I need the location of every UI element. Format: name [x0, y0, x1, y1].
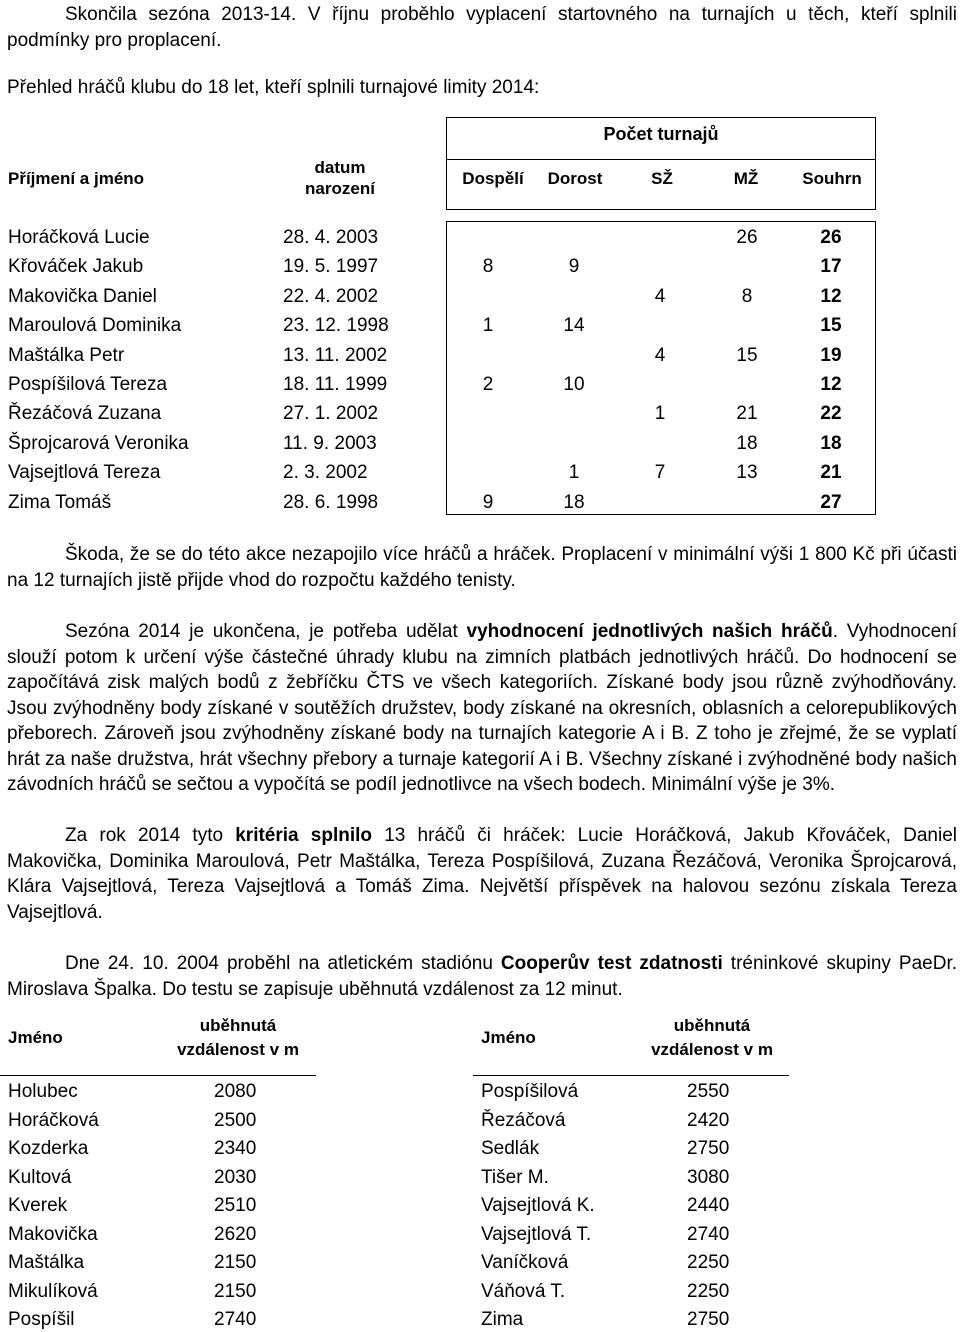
header-dob: datum narození — [305, 158, 375, 198]
paragraph-3: Za rok 2014 tyto kritéria splnilo 13 hráčů či hráček: Lucie Horáčková, Jakub Křováček, Daniel Makovička, Dominika Maroulová, Petr Maštálka, Tereza Pospíšilová, Zuzana Řezáčová, Veronika Šprojcarová, Klára Vajsejtlová, Tereza Vajsejtlová a Tomáš Zima. Největší příspěvek na halovou sezónu získala Tereza Vajsejtlová. — [7, 825, 958, 923]
cell-name: Pospíšilová Tereza — [8, 374, 168, 395]
cell-mz: 18 — [736, 432, 758, 454]
group-header: Počet turnajů — [603, 124, 719, 144]
runner-name: Vajsejtlová T. — [481, 1223, 592, 1245]
bold-cooper: Cooperův test zdatnosti — [500, 953, 723, 974]
runner-distance: 2250 — [687, 1280, 730, 1302]
runner-name: Holubec — [8, 1081, 78, 1102]
cell-name: Zima Tomáš — [8, 491, 112, 513]
cell-mz: 13 — [736, 462, 758, 484]
cell-dorost: 9 — [568, 256, 580, 278]
cell-dob: 18. 11. 1999 — [283, 374, 388, 395]
runner-distance: 2750 — [687, 1309, 730, 1330]
runner-name: Sedlák — [481, 1138, 540, 1159]
runner-distance: 2740 — [687, 1223, 730, 1245]
header-dorost: Dorost — [547, 169, 603, 188]
runner-distance: 2030 — [214, 1166, 257, 1188]
runner-distance: 2420 — [687, 1109, 730, 1131]
cell-name: Maštálka Petr — [8, 344, 125, 366]
cell-mz: 21 — [736, 403, 758, 425]
cell-dob: 19. 5. 1997 — [283, 256, 379, 278]
cell-dob: 11. 9. 2003 — [283, 432, 377, 454]
cell-adults: 2 — [482, 374, 494, 395]
runner-name: Vaníčková — [481, 1252, 569, 1273]
cell-total: 27 — [820, 491, 842, 513]
cooper-right-header-dist: uběhnutá vzdálenost v m — [651, 1016, 773, 1059]
cell-name: Šprojcarová Veronika — [8, 432, 189, 454]
header-mz: MŽ — [733, 169, 759, 188]
runner-name: Kultová — [8, 1166, 72, 1188]
cell-sz: 4 — [654, 285, 666, 307]
cell-dorost: 10 — [563, 374, 585, 395]
cell-name: Maroulová Dominika — [8, 315, 182, 337]
cell-mz: 8 — [741, 285, 753, 307]
cooper-left-header-dist: uběhnutá vzdálenost v m — [177, 1016, 299, 1059]
header-name: Příjmení a jméno — [8, 169, 145, 188]
cell-dob: 27. 1. 2002 — [283, 403, 379, 425]
runner-name: Tišer M. — [481, 1166, 549, 1188]
cell-dorost: 14 — [563, 315, 585, 337]
paragraph-4: Dne 24. 10. 2004 proběhl na atletickém stadiónu Cooperův test zdatnosti tréninkové skupiny PaeDr. Miroslava Špalka. Do testu se zapisuje uběhnutá vzdálenost za 12 minut. — [7, 953, 957, 1000]
cell-dob: 28. 6. 1998 — [283, 491, 379, 513]
cell-total: 26 — [820, 227, 842, 248]
cell-sz: 7 — [654, 462, 666, 484]
header-sz: SŽ — [651, 169, 673, 188]
bold-evaluation: vyhodnocení jednotlivých našich hráčů — [466, 621, 833, 642]
cell-name: Křováček Jakub — [8, 256, 144, 278]
paragraph-2: Sezóna 2014 je ukončena, je potřeba udělat vyhodnocení jednotlivých našich hráčů. Vyhodnocení slouží potom k určení výše částečné úhrady klubu na zimních platbách jednotlivých hráčů. Do hodnocení se započítává zisk malých bodů z žebříčku ČTS ve všech kategoriích. Získané body jsou různě zvýhodňovány. Jsou zvýhodněny body získané v soutěžích družstev, body získané na okresních, oblasních a celorepublikových přeborech. Zároveň jsou zvýhodněny získané body na turnajích kategorie A i B. Z toho je zřejmé, že se vyplatí hrát za naše družstva, hrát všechny přebory a turnaje kategorií A i B. Všechny získané i zvýhodněné body našich závodních hráčů se sečtou a vypočítá se podíl jednotlivce na všech bodech. Minimální výše je 3%. — [7, 621, 958, 795]
cell-dob: 2. 3. 2002 — [283, 462, 368, 484]
cell-name: Řezáčová Zuzana — [8, 403, 162, 425]
cell-total: 15 — [820, 315, 842, 337]
runner-name: Váňová T. — [481, 1280, 566, 1302]
cell-dob: 13. 11. 2002 — [283, 344, 388, 366]
runner-name: Mikulíková — [8, 1280, 98, 1302]
overview-title: Přehled hráčů klubu do 18 let, kteří splnili turnajové limity 2014: — [7, 77, 540, 98]
runner-name: Zima — [481, 1309, 524, 1330]
cell-dorost: 1 — [568, 462, 580, 484]
runner-name: Pospíšilová — [481, 1081, 579, 1102]
runner-distance: 2510 — [214, 1195, 257, 1216]
header-total: Souhrn — [802, 169, 862, 188]
cell-name: Horáčková Lucie — [8, 227, 150, 248]
runner-distance: 2440 — [687, 1195, 730, 1216]
cell-total: 12 — [820, 285, 842, 307]
runner-name: Horáčková — [8, 1109, 99, 1131]
runner-name: Pospíšil — [8, 1309, 75, 1330]
cell-total: 22 — [820, 403, 842, 425]
runner-distance: 2620 — [214, 1223, 257, 1245]
runner-distance: 2500 — [214, 1109, 257, 1131]
runner-distance: 2250 — [687, 1252, 730, 1273]
runner-name: Řezáčová — [481, 1109, 566, 1131]
cell-dob: 23. 12. 1998 — [283, 315, 389, 337]
runner-distance: 2150 — [214, 1280, 257, 1302]
cell-name: Vajsejtlová Tereza — [8, 462, 161, 484]
cell-adults: 9 — [482, 491, 494, 513]
cell-dob: 22. 4. 2002 — [283, 285, 379, 307]
cell-total: 17 — [820, 256, 842, 278]
runner-name: Maštálka — [8, 1252, 85, 1273]
runner-distance: 2150 — [214, 1252, 257, 1273]
cell-mz: 15 — [736, 344, 758, 366]
runner-name: Makovička — [8, 1223, 98, 1245]
runner-distance: 2750 — [687, 1138, 730, 1159]
cell-total: 12 — [820, 374, 842, 395]
runner-distance: 3080 — [687, 1166, 730, 1188]
cell-adults: 8 — [482, 256, 494, 278]
cell-adults: 1 — [482, 315, 494, 337]
cell-dob: 28. 4. 2003 — [283, 227, 379, 248]
runner-name: Kozderka — [8, 1138, 89, 1159]
cooper-left-header-name: Jméno — [8, 1028, 63, 1047]
cooper-right-header-name: Jméno — [481, 1028, 536, 1047]
cell-total: 18 — [820, 432, 842, 454]
cell-name: Makovička Daniel — [8, 285, 157, 307]
header-adults: Dospělí — [462, 169, 524, 188]
runner-distance: 2080 — [214, 1081, 257, 1102]
intro-paragraph: Skončila sezóna 2013-14. V říjnu proběhlo vyplacení startovného na turnajích u těch, kteří splnili podmínky pro proplacení. — [7, 4, 957, 51]
cell-dorost: 18 — [563, 491, 585, 513]
runner-distance: 2340 — [214, 1138, 257, 1159]
cell-sz: 1 — [654, 403, 666, 425]
cell-total: 21 — [820, 462, 842, 484]
cell-total: 19 — [820, 344, 842, 366]
paragraph-1: Škoda, že se do této akce nezapojilo více hráčů a hráček. Proplacení v minimální výši 1 800 Kč při účasti na 12 turnajích jistě přijde vhod do rozpočtu každého tenisty. — [7, 544, 957, 591]
runner-distance: 2740 — [214, 1309, 257, 1330]
runner-distance: 2550 — [687, 1081, 730, 1102]
runner-name: Vajsejtlová K. — [481, 1195, 595, 1216]
cell-sz: 4 — [654, 344, 666, 366]
bold-criteria: kritéria splnilo — [235, 825, 373, 846]
runner-name: Kverek — [8, 1195, 68, 1216]
cell-mz: 26 — [736, 227, 758, 248]
